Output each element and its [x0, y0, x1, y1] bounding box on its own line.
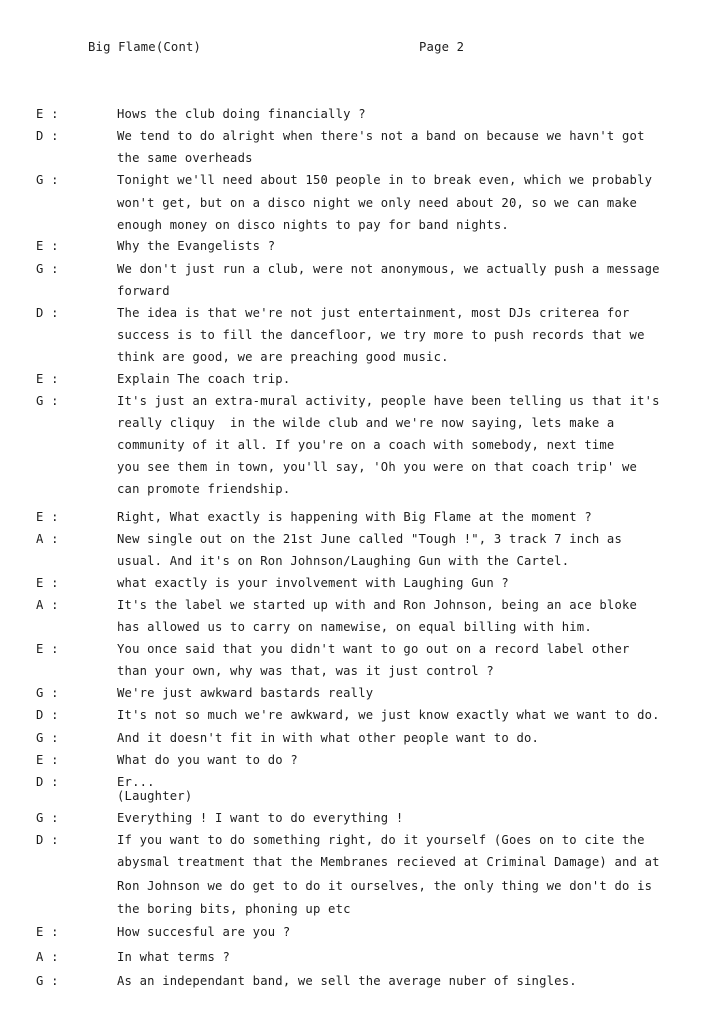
transcript-line: Everything ! I want to do everything !	[117, 811, 404, 825]
transcript-line: really cliquy in the wilde club and we're now saying, lets make a	[117, 416, 615, 430]
transcript-line: It's not so much we're awkward, we just know exactly what we want to do.	[117, 708, 660, 722]
transcript-line: the same overheads	[117, 151, 253, 165]
transcript-line: We don't just run a club, were not anonymous, we actually push a message	[117, 262, 660, 276]
speaker-label: E :	[36, 107, 59, 121]
speaker-label: A :	[36, 532, 59, 546]
transcript-line: won't get, but on a disco night we only need about 20, so we can make	[117, 196, 638, 210]
speaker-label: E :	[36, 576, 59, 590]
speaker-label: G :	[36, 262, 59, 276]
speaker-label: G :	[36, 173, 59, 187]
speaker-label: E :	[36, 239, 59, 253]
speaker-label: D :	[36, 708, 59, 722]
transcript-line: The idea is that we're not just entertainment, most DJs criterea for	[117, 306, 630, 320]
transcript-line: enough money on disco nights to pay for band nights.	[117, 218, 509, 232]
transcript-line: (Laughter)	[117, 789, 193, 803]
transcript-line: what exactly is your involvement with Laughing Gun ?	[117, 576, 509, 590]
transcript-line: If you want to do something right, do it yourself (Goes on to cite the	[117, 833, 645, 847]
transcript-line: We tend to do alright when there's not a band on because we havn't got	[117, 129, 645, 143]
transcript-line: You once said that you didn't want to go out on a record label other	[117, 642, 630, 656]
transcript-line: Right, What exactly is happening with Big Flame at the moment ?	[117, 510, 592, 524]
speaker-label: E :	[36, 510, 59, 524]
transcript-line: than your own, why was that, was it just control ?	[117, 664, 494, 678]
transcript-line: success is to fill the dancefloor, we try more to push records that we	[117, 328, 645, 342]
transcript-line: Hows the club doing financially ?	[117, 107, 366, 121]
speaker-label: G :	[36, 811, 59, 825]
transcript-line: What do you want to do ?	[117, 753, 298, 767]
transcript-line: Why the Evangelists ?	[117, 239, 276, 253]
speaker-label: A :	[36, 598, 59, 612]
speaker-label: A :	[36, 950, 59, 964]
speaker-label: D :	[36, 775, 59, 789]
transcript-line: It's the label we started up with and Ron Johnson, being an ace bloke	[117, 598, 638, 612]
transcript-line: think are good, we are preaching good music.	[117, 350, 449, 364]
transcript-line: community of it all. If you're on a coach with somebody, next time	[117, 438, 615, 452]
speaker-label: D :	[36, 833, 59, 847]
transcript-line: Tonight we'll need about 150 people in to break even, which we probably	[117, 173, 653, 187]
transcript-line: has allowed us to carry on namewise, on equal billing with him.	[117, 620, 592, 634]
speaker-label: G :	[36, 394, 59, 408]
transcript-line: can promote friendship.	[117, 482, 291, 496]
speaker-label: E :	[36, 925, 59, 939]
transcript-line: New single out on the 21st June called "Tough !", 3 track 7 inch as	[117, 532, 623, 546]
speaker-label: G :	[36, 686, 59, 700]
speaker-label: D :	[36, 306, 59, 320]
transcript-line: you see them in town, you'll say, 'Oh you were on that coach trip' we	[117, 460, 638, 474]
transcript-line: usual. And it's on Ron Johnson/Laughing Gun with the Cartel.	[117, 554, 570, 568]
document-title: Big Flame(Cont)	[88, 40, 202, 54]
transcript-line: the boring bits, phoning up etc	[117, 902, 351, 916]
transcript-line: How succesful are you ?	[117, 925, 291, 939]
transcript-line: forward	[117, 284, 170, 298]
transcript-line: It's just an extra-mural activity, people have been telling us that it's	[117, 394, 660, 408]
speaker-label: E :	[36, 372, 59, 386]
transcript-line: In what terms ?	[117, 950, 231, 964]
transcript-line: We're just awkward bastards really	[117, 686, 374, 700]
transcript-line: Explain The coach trip.	[117, 372, 291, 386]
transcript-line: And it doesn't fit in with what other people want to do.	[117, 731, 540, 745]
transcript-line: Er...	[117, 775, 155, 789]
transcript-line: abysmal treatment that the Membranes recieved at Criminal Damage) and at	[117, 855, 660, 869]
speaker-label: D :	[36, 129, 59, 143]
speaker-label: G :	[36, 974, 59, 988]
transcript-line: Ron Johnson we do get to do it ourselves, the only thing we don't do is	[117, 879, 653, 893]
transcript-line: As an independant band, we sell the average nuber of singles.	[117, 974, 577, 988]
speaker-label: E :	[36, 642, 59, 656]
speaker-label: G :	[36, 731, 59, 745]
page-number: Page 2	[419, 40, 465, 54]
speaker-label: E :	[36, 753, 59, 767]
